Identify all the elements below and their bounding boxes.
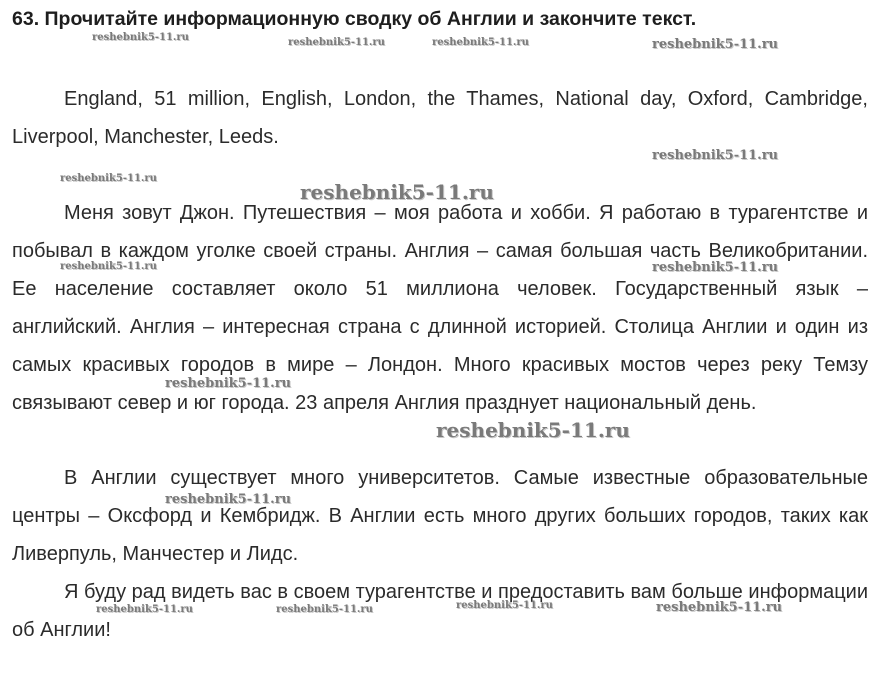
paragraph-keywords: England, 51 million, English, London, the Thames, National day, Oxford, Cambridge, Liverpool, Manchester, Leeds.: [12, 88, 868, 148]
watermark: reshebnik5-11.ru: [276, 604, 373, 615]
watermark: reshebnik5-11.ru: [288, 37, 385, 48]
watermark: reshebnik5-11.ru: [652, 260, 779, 275]
exercise-title: 63. Прочитайте информационную сводку об Англии и закончите текст.: [12, 8, 697, 30]
paragraph-universities: В Англии существует много университетов. Самые известные образовательные центры – Оксфорд и Кембридж. В Англии есть много других больших городов, таких как Ливерпуль, Манчестер и Лидс.: [12, 467, 868, 565]
watermark: reshebnik5-11.ru: [432, 37, 529, 48]
watermark: reshebnik5-11.ru: [165, 492, 292, 507]
watermark: reshebnik5-11.ru: [96, 604, 193, 615]
watermark: reshebnik5-11.ru: [165, 376, 292, 391]
watermark: reshebnik5-11.ru: [92, 32, 189, 43]
watermark: reshebnik5-11.ru: [436, 418, 630, 442]
watermark: reshebnik5-11.ru: [652, 148, 779, 163]
watermark: reshebnik5-11.ru: [60, 173, 157, 184]
paragraph-john-intro: Меня зовут Джон. Путешествия – моя работа и хобби. Я работаю в турагентстве и побывал в каждом уголке своей страны. Англия – самая большая часть Великобритании. Ее население составляет около 51 миллиона человек. Государственный язык – английский. Англия – интересная страна с длинной историей. Столица Англии и один из самых красивых городов в мире – Лондон. Много красивых мостов через реку Темзу связывают север и юг города. 23 апреля Англия празднует национальный день.: [12, 202, 868, 414]
watermark: reshebnik5-11.ru: [300, 180, 494, 204]
watermark: reshebnik5-11.ru: [652, 37, 779, 52]
paragraph-closing: Я буду рад видеть вас в своем турагентстве и предоставить вам больше информации об Англии!: [12, 581, 868, 641]
watermark: reshebnik5-11.ru: [456, 600, 553, 611]
watermark: reshebnik5-11.ru: [60, 261, 157, 272]
watermark: reshebnik5-11.ru: [656, 600, 783, 615]
